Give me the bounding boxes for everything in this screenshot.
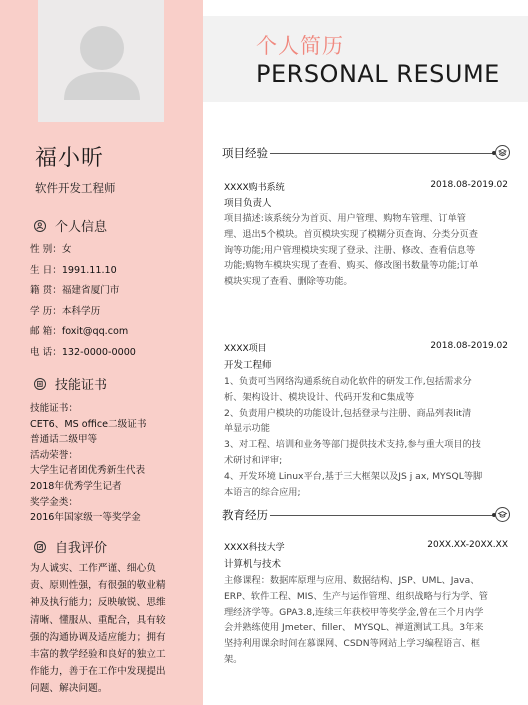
info-birthday: 生 日：1991.11.10 bbox=[30, 264, 117, 276]
project-name: XXXX购书系统 bbox=[224, 183, 285, 193]
project-date: 2018.08-2019.02 bbox=[430, 341, 508, 351]
skill-line: 2016年国家级一等奖学金 bbox=[30, 512, 141, 524]
info-hometown: 籍 贯：福建省厦门市 bbox=[30, 285, 120, 297]
personal-info-list bbox=[30, 240, 136, 364]
person-circle-icon bbox=[34, 220, 46, 232]
text-line: 本语言的综合应用; bbox=[224, 486, 301, 498]
info-gender: 性 别：女 bbox=[30, 244, 72, 255]
section-skills bbox=[34, 374, 107, 393]
header-band bbox=[203, 16, 528, 102]
text-line: ERP、软件工程、MIS、生产与运作管理、组织战略与行为学、管 bbox=[224, 590, 488, 602]
project-name: XXXX项目 bbox=[224, 344, 267, 354]
skill-line: 普通话二级甲等 bbox=[30, 434, 98, 446]
education-date: 20XX.XX-20XX.XX bbox=[427, 540, 508, 550]
eval-line: 丰富的教学经验和良好的独立工 bbox=[30, 648, 166, 660]
project-role: 开发工程师 bbox=[224, 360, 272, 371]
list-circle-icon bbox=[34, 378, 46, 390]
skills-list bbox=[30, 401, 146, 526]
section-self-eval bbox=[34, 537, 107, 556]
text-line: 3、对工程、培训和业务等部门提供技术支持,参与重大项目的技 bbox=[224, 439, 481, 451]
person-name: 福小昕 bbox=[35, 146, 105, 171]
section-title: 教育经历 bbox=[222, 508, 268, 522]
header-title-en: PERSONAL RESUME bbox=[256, 60, 500, 88]
text-line: 会并熟练使用 Jmeter、filler、 MYSQL、禅道测试工具。3年来 bbox=[224, 622, 484, 634]
text-line: 模块实现了查看、删除等功能。 bbox=[224, 276, 353, 288]
text-line: 主修课程：数据库原理与应用、数据结构、JSP、UML、Java、 bbox=[224, 575, 480, 586]
eval-line: 为人诚实、工作严谨、细心负 bbox=[30, 563, 157, 574]
education-header bbox=[224, 540, 508, 554]
skill-line: 2018年优秀学生记者 bbox=[30, 480, 122, 492]
divider bbox=[270, 515, 496, 516]
info-education: 学 历：本科学历 bbox=[30, 305, 101, 317]
eval-line: 问题、解决问题。 bbox=[30, 683, 108, 695]
section-title: 项目经验 bbox=[222, 146, 268, 160]
text-line: 询等功能;用户管理模块实现了登录、注册、修改、查看信息等 bbox=[224, 244, 476, 256]
text-line: 架。 bbox=[224, 653, 243, 665]
section-personal-info bbox=[34, 216, 107, 235]
eval-line: 作能力，善于在工作中发现提出 bbox=[30, 666, 166, 678]
self-eval-text bbox=[30, 560, 166, 698]
skill-line: 技能证书： bbox=[30, 403, 78, 414]
skill-line: 大学生记者团优秀新生代表 bbox=[30, 465, 146, 477]
text-line: 坚持利用课余时间在慕课网、CSDN等网站上学习编程语言、框 bbox=[224, 638, 480, 650]
school-name: XXXX科技大学 bbox=[224, 543, 285, 553]
avatar-photo bbox=[38, 0, 164, 122]
project-date: 2018.08-2019.02 bbox=[430, 180, 508, 190]
text-line: 2、负责用户模块的功能设计,包括登录与注册、商品列表lit清 bbox=[224, 407, 472, 419]
section-title: 自我评价 bbox=[55, 541, 108, 556]
section-title: 个人信息 bbox=[55, 220, 108, 235]
text-line: 析、架构设计、模块设计、代码开发和C集成等 bbox=[224, 391, 415, 403]
education-description bbox=[224, 573, 508, 668]
project-header bbox=[224, 341, 508, 355]
section-title: 技能证书 bbox=[55, 378, 108, 393]
project-header bbox=[224, 180, 508, 194]
text-line: 术研讨和评审; bbox=[224, 454, 283, 466]
skill-line: 活动荣誉： bbox=[30, 449, 78, 461]
section-education bbox=[222, 507, 510, 523]
divider bbox=[270, 153, 496, 154]
text-line: 项目描述:该系统分为首页、用户管理、购物车管理、订单管 bbox=[224, 213, 466, 224]
eval-line: 强的沟通协调及适应能力；拥有 bbox=[30, 631, 166, 643]
info-phone: 电 话：132-0000-0000 bbox=[30, 346, 136, 358]
eval-line: 清晰、懂服从、重配合，具有较 bbox=[30, 614, 166, 626]
project-role: 项目负责人 bbox=[224, 198, 272, 209]
project-description bbox=[224, 211, 508, 290]
person-silhouette-icon bbox=[38, 0, 164, 122]
project-description bbox=[224, 374, 508, 500]
text-line: 1、负责可当网络沟通系统自动化软件的研发工作,包括需求分 bbox=[224, 376, 472, 387]
graduation-cap-circle-icon bbox=[495, 507, 510, 522]
section-projects bbox=[222, 145, 510, 161]
edit-circle-icon bbox=[34, 541, 46, 553]
skill-line: 奖学金类： bbox=[30, 496, 78, 508]
layers-circle-icon bbox=[495, 145, 510, 160]
skill-line: CET6、MS office二级证书 bbox=[30, 418, 147, 430]
header-title-cn: 个人简历 bbox=[256, 34, 344, 58]
text-line: 功能;购物车模块实现了查看、购买、修改图书数量等功能;订单 bbox=[224, 260, 479, 272]
info-email: 邮 箱：foxit@qq.com bbox=[30, 326, 129, 338]
job-title: 软件开发工程师 bbox=[35, 181, 116, 195]
sidebar bbox=[0, 0, 203, 705]
text-line: 理、退出5个模块。首页模块实现了模糊分页查询、分类分页查 bbox=[224, 228, 478, 240]
text-line: 4、开发环境 Linux平台,基于三大框架以及JS j ax, MYSQL等脚 bbox=[224, 470, 483, 482]
education-major: 计算机与技术 bbox=[224, 559, 282, 570]
eval-line: 神及执行能力；反映敏锐、思维 bbox=[30, 597, 166, 609]
text-line: 单显示功能 bbox=[224, 423, 270, 435]
eval-line: 责、原则性强，有很强的敬业精 bbox=[30, 580, 166, 592]
text-line: 理经济学等。GPA3.8,连续三年获校甲等奖学金,曾在三个月内学 bbox=[224, 606, 484, 618]
